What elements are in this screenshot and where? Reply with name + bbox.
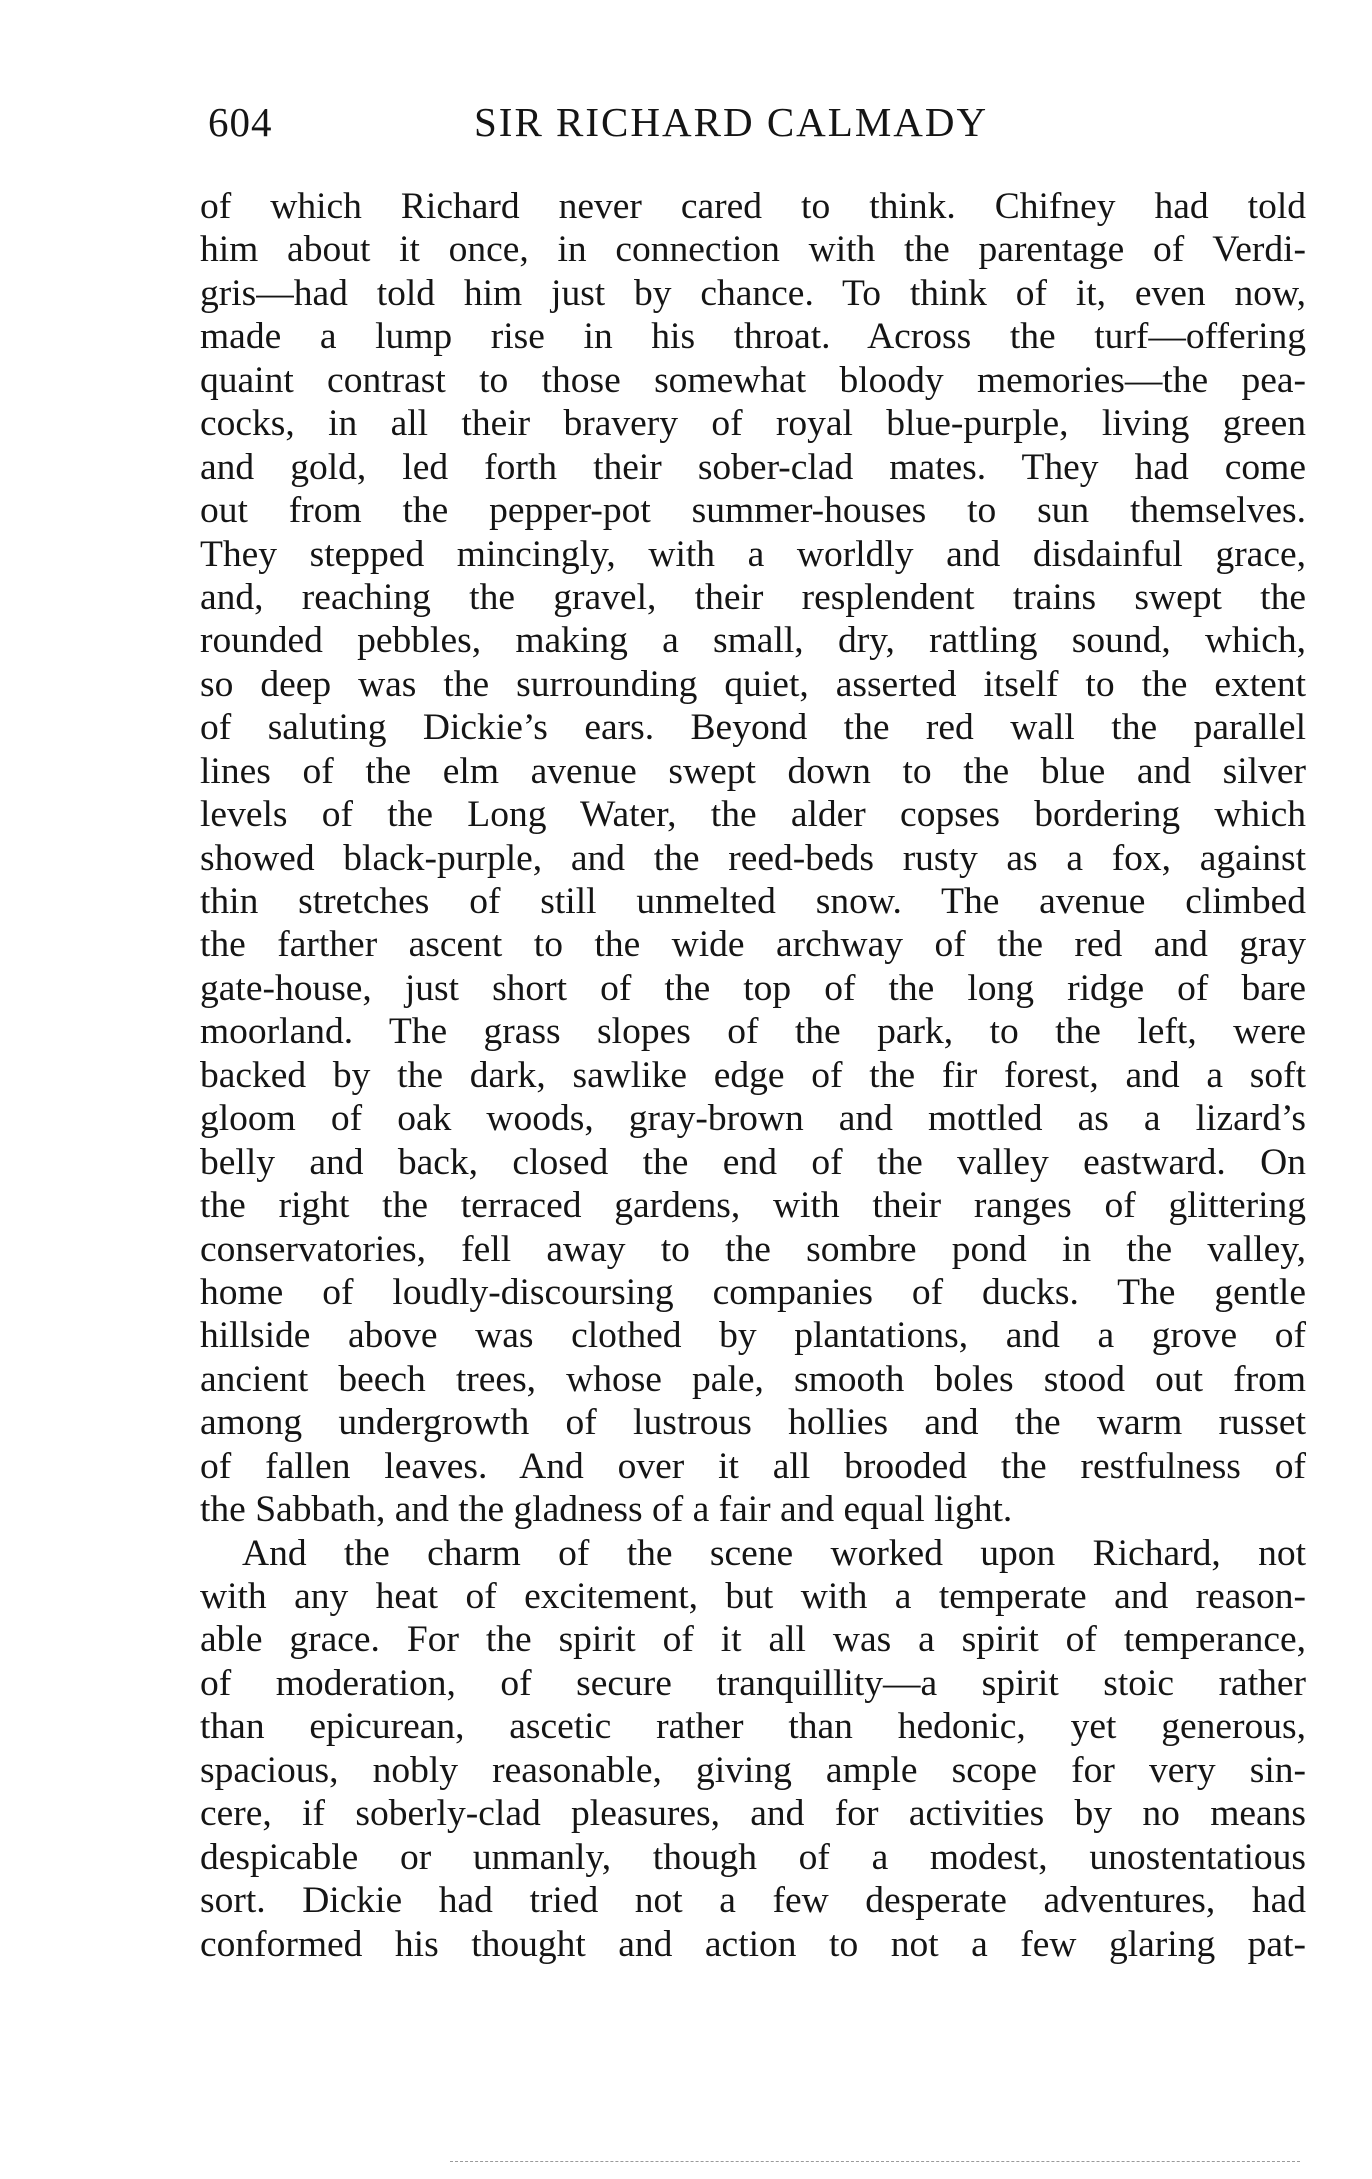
body-text bbox=[200, 185, 1306, 1966]
paragraph-start-line: And the charm of the scene worked upon Richard, not bbox=[242, 1532, 1306, 1574]
text-line: moorland. The grass slopes of the park, to the left, were bbox=[200, 1011, 1306, 1053]
text-line: of which Richard never cared to think. Chifney had told bbox=[200, 186, 1306, 227]
text-line: of fallen leaves. And over it all brooded the restfulness of bbox=[200, 1445, 1306, 1487]
text-line: spacious, nobly reasonable, giving ample scope for very sin- bbox=[200, 1749, 1306, 1791]
text-line: made a lump rise in his throat. Across the turf—offering bbox=[200, 316, 1306, 358]
text-line: gris—had told him just by chance. To think of it, even now, bbox=[200, 272, 1306, 314]
text-line: cocks, in all their bravery of royal blue-purple, living green bbox=[200, 403, 1306, 445]
text-line: backed by the dark, sawlike edge of the fir forest, and a soft bbox=[200, 1054, 1306, 1096]
text-line: gloom of oak woods, gray-brown and mottled as a lizard’s bbox=[200, 1098, 1306, 1140]
text-line: so deep was the surrounding quiet, asserted itself to the extent bbox=[200, 663, 1306, 705]
text-line: levels of the Long Water, the alder copses bordering which bbox=[200, 794, 1306, 836]
text-line: him about it once, in connection with the parentage of Verdi- bbox=[200, 229, 1306, 271]
text-line: of saluting Dickie’s ears. Beyond the red wall the parallel bbox=[200, 707, 1306, 749]
text-line: conformed his thought and action to not a few glaring pat- bbox=[200, 1923, 1306, 1965]
text-line: with any heat of excitement, but with a temperate and reason- bbox=[200, 1576, 1306, 1617]
text-line: the right the terraced gardens, with their ranges of glittering bbox=[200, 1185, 1306, 1227]
text-line: and, reaching the gravel, their resplendent trains swept the bbox=[200, 576, 1306, 618]
text-line: thin stretches of still unmelted snow. The avenue climbed bbox=[200, 881, 1306, 922]
text-line: of moderation, of secure tranquillity—a spirit stoic rather bbox=[200, 1662, 1306, 1704]
text-line: showed black-purple, and the reed-beds rusty as a fox, against bbox=[200, 837, 1306, 879]
running-title: SIR RICHARD CALMADY bbox=[474, 99, 989, 145]
text-line: among undergrowth of lustrous hollies and the warm russet bbox=[200, 1402, 1306, 1444]
paragraph-end-line: the Sabbath, and the gladness of a fair and equal light. bbox=[200, 1489, 1013, 1531]
footer-rule bbox=[450, 2161, 1300, 2162]
page-number: 604 bbox=[208, 99, 273, 145]
text-line: out from the pepper-pot summer-houses to sun themselves. bbox=[200, 490, 1306, 532]
text-line: belly and back, closed the end of the valley eastward. On bbox=[200, 1141, 1306, 1183]
text-line: rounded pebbles, making a small, dry, rattling sound, which, bbox=[200, 620, 1306, 662]
text-line: sort. Dickie had tried not a few desperate adventures, had bbox=[200, 1880, 1306, 1922]
text-line: despicable or unmanly, though of a modest, unostentatious bbox=[200, 1836, 1306, 1878]
text-line: gate-house, just short of the top of the long ridge of bare bbox=[200, 967, 1306, 1009]
text-line: They stepped mincingly, with a worldly and disdainful grace, bbox=[200, 533, 1306, 575]
text-line: hillside above was clothed by plantations, and a grove of bbox=[200, 1315, 1306, 1357]
text-line: able grace. For the spirit of it all was a spirit of temperance, bbox=[200, 1619, 1306, 1661]
running-head bbox=[208, 98, 1304, 158]
text-line: cere, if soberly-clad pleasures, and for activities by no means bbox=[200, 1793, 1306, 1835]
text-line: and gold, led forth their sober-clad mates. They had come bbox=[200, 446, 1306, 488]
text-line: than epicurean, ascetic rather than hedonic, yet generous, bbox=[200, 1706, 1306, 1748]
text-line: conservatories, fell away to the sombre pond in the valley, bbox=[200, 1228, 1306, 1270]
text-line: lines of the elm avenue swept down to the blue and silver bbox=[200, 750, 1306, 792]
text-line: the farther ascent to the wide archway of the red and gray bbox=[200, 924, 1306, 966]
text-line: home of loudly-discoursing companies of ducks. The gentle bbox=[200, 1271, 1306, 1313]
text-line: quaint contrast to those somewhat bloody memories—the pea- bbox=[200, 359, 1306, 401]
text-line: ancient beech trees, whose pale, smooth boles stood out from bbox=[200, 1358, 1306, 1400]
